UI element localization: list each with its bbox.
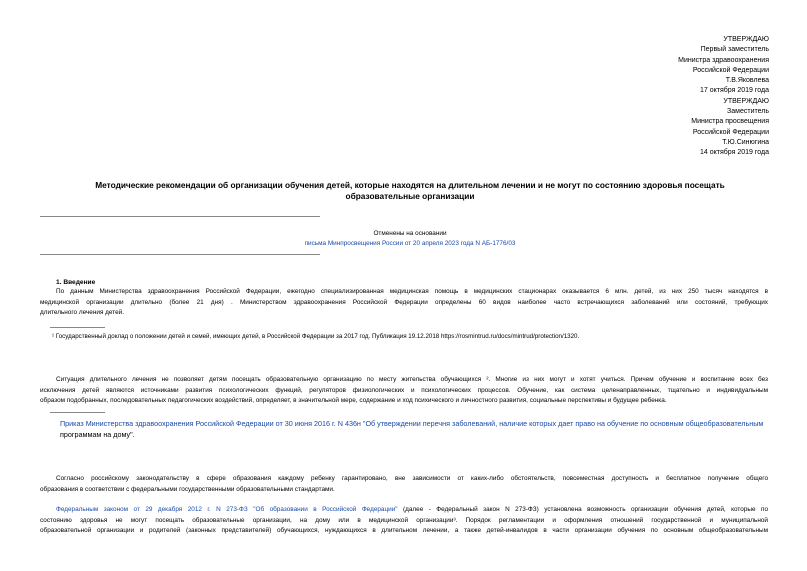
title-line-1: Методические рекомендации об организации обучения детей, которые находятся на длительном лечении и не могут по состоянию здоровья посещать <box>95 180 725 190</box>
paragraph-line: состоянию здоровья не могут посещать образовательные организации, на дому или в медицинской организации³. Порядок регламентации и оформления отношений государственной и муниципальной <box>40 516 768 524</box>
approval-line: Министра просвещения <box>691 118 769 126</box>
canceled-label: Отменены на основании <box>373 230 447 237</box>
document-title <box>40 180 780 202</box>
divider <box>40 254 320 255</box>
title-line-2: образовательные организации <box>345 191 475 201</box>
paragraph-line: исключения детей являются источниками развития психологических функций, регуляторов физиологических и психологических процессов. Обучение, как система целенаправленных, тщательно и индивидуальным <box>40 386 768 394</box>
paragraph-line: медицинской организации длительно (более 21 дня) . Министерством здравоохранения Российской Федерации определены 60 видов наиболее часто встречающихся заболеваний или состояний, требующих <box>40 298 768 306</box>
approval-line: Т.В.Яковлева <box>725 77 769 85</box>
paragraph-text: (далее - Федеральный закон N 273-ФЗ) установлена возможность организации обучения детей, которые по <box>397 506 769 513</box>
footnote-divider <box>50 412 105 413</box>
approval-line: Российской Федерации <box>692 128 769 136</box>
canceled-link[interactable]: письма Минпросвещения России от 20 апреля 2023 года N АБ-1776/03 <box>304 240 516 247</box>
approval-line: Российской Федерации <box>692 66 769 74</box>
paragraph-intro <box>40 287 768 319</box>
approval-line: Т.Ю.Синюгина <box>722 138 769 146</box>
approval-block <box>678 35 769 159</box>
paragraph-legislation <box>40 474 768 495</box>
approval-line: Министра здравоохранения <box>678 56 769 64</box>
paragraph-line: По данным Министерства здравоохранения Российской Федерации, ежегодно специализированная медицинская помощь в медицинских стационарах оказывается 6 млн. детей, из них 250 тысяч находятся в <box>56 288 768 295</box>
approval-line: Первый заместитель <box>700 46 769 54</box>
paragraph-line: образования в соответствии с федеральными государственными образовательными стандартами. <box>40 485 335 493</box>
approval-line: Заместитель <box>727 108 769 116</box>
footnote-1: ¹ Государственный доклад о положении детей и семей, имеющих детей, в Российской Федерации за 2017 год. Публикация 19.12.2018 https://rosmintrud.ru/docs/mintrud/protection/1320. <box>52 333 580 340</box>
law-link[interactable]: Федеральным законом от 29 декабря 2012 г. N 273-ФЗ <box>56 506 248 513</box>
paragraph-line: Согласно российскому законодательству в сфере образования каждому ребенку гарантировано, вне зависимости от каких-либо обстоятельств, повсеместная доступность и бесплатное получение общего <box>56 475 768 482</box>
paragraph-line: образовательной организации и родителей (законных представителей) обучающихся, нуждающихся в длительном лечении, а также детей-инвалидов в части организации обучения по основным общеобразовательным <box>40 527 768 535</box>
footnote-2-link[interactable]: Приказ Министерства здравоохранения Российской Федерации от 30 июня 2016 г. N 436н "Об утверждении перечня заболеваний, наличие которых дает право на обучение по основным общеобразовательным <box>60 419 764 428</box>
paragraph-line <box>40 505 768 516</box>
divider <box>40 216 320 217</box>
paragraph-line: Ситуация длительного лечения не позволяет детям посещать образовательную организацию по месту жительства обучающихся ². Многие из них могут и хотят учиться. Причем обучение и воспитание всех без <box>56 376 768 383</box>
paragraph-line: длительного лечения детей. <box>40 309 125 317</box>
approval-line: 14 октября 2019 года <box>700 149 769 157</box>
approval-line: 17 октября 2019 года <box>700 87 769 95</box>
canceled-note <box>210 229 610 249</box>
paragraph-situation <box>40 375 768 407</box>
footnote-divider <box>50 327 105 328</box>
footnote-2-tail: программам на дому". <box>60 430 135 439</box>
footnote-2 <box>60 418 772 440</box>
approval-line: УТВЕРЖДАЮ <box>723 36 769 43</box>
paragraph-law <box>40 505 768 537</box>
paragraph-line: образом подобранных, последовательных педагогических воздействий, определяет, в значительной мере, содержание и ход психического и личностного развития, социальные перспективы и будущее ребенка. <box>40 397 667 405</box>
law-title-link[interactable]: "Об образовании в Российской Федерации" <box>253 506 398 513</box>
approval-line: УТВЕРЖДАЮ <box>723 97 769 105</box>
section-heading: 1. Введение <box>56 279 96 286</box>
